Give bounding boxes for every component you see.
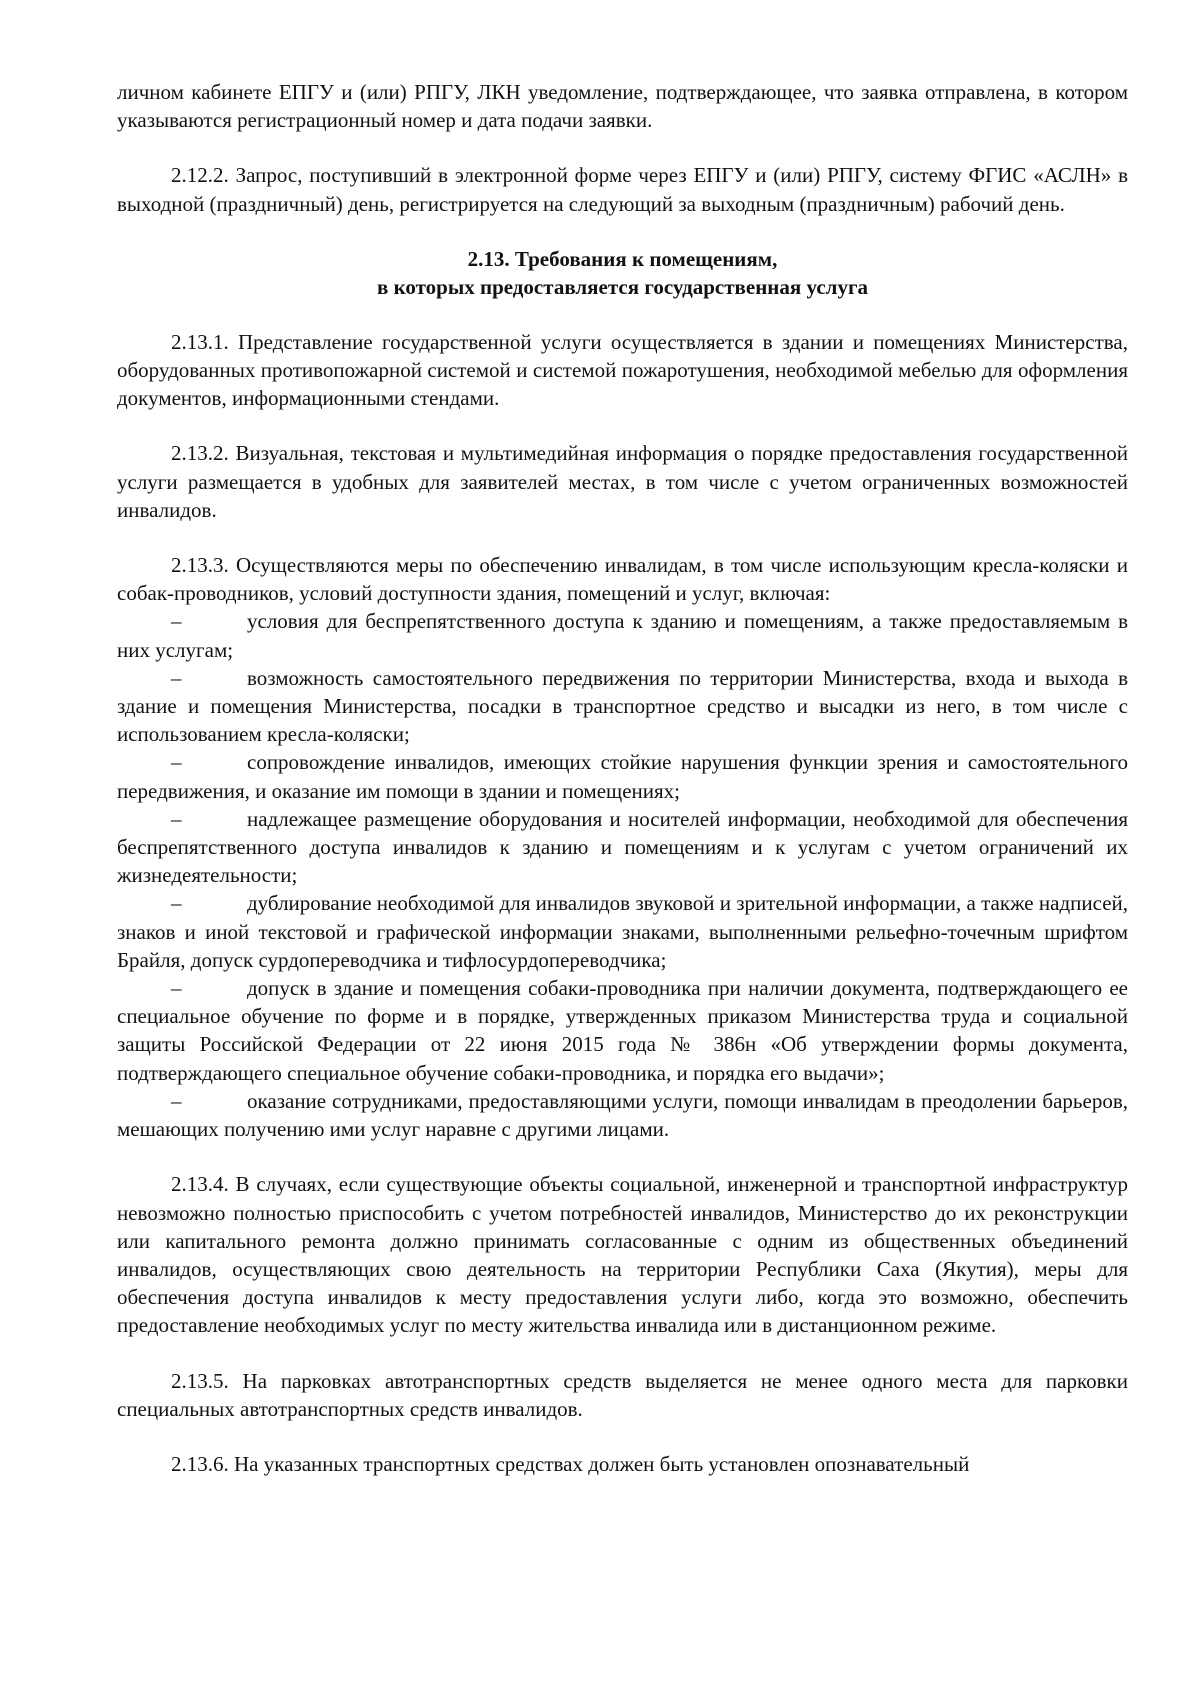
list-item-text: дублирование необходимой для инвалидов звуковой и зрительной информации, а также надписей, знаков и иной текстовой и графической информации знаками, выполненными рельефно-точечным шрифтом Брайля, допуск сурдопереводчика и тифлосурдопереводчика;	[117, 891, 1128, 972]
list-item	[117, 974, 1128, 1087]
list-item-text: надлежащее размещение оборудования и носителей информации, необходимой для обеспечения беспрепятственного доступа инвалидов к зданию и помещениям и к услугам с учетом ограничений их жизнедеятельности;	[117, 806, 1128, 888]
dash-marker: –	[171, 891, 182, 916]
list-item	[117, 607, 1128, 663]
list-item-text: возможность самостоятельного передвижения по территории Министерства, входа и выхода в здание и помещения Министерства, посадки в транспортное средство и высадки из него, в том числе с использованием кресла-коляски;	[117, 665, 1128, 747]
list-item-text: оказание сотрудниками, предоставляющими услуги, помощи инвалидам в преодолении барьеров, мешающих получению ими услуг наравне с другими лицами.	[117, 1088, 1128, 1142]
paragraph-2-13-1: 2.13.1. Представление государственной услуги осуществляется в здании и помещениях Министерства, оборудованных противопожарной системой и системой пожаротушения, необходимой мебелью для оформления документов, информационными стендами.	[117, 329, 1128, 411]
section-heading-2-13	[117, 245, 1128, 301]
paragraph-2-13-2: 2.13.2. Визуальная, текстовая и мультимедийная информация о порядке предоставления государственной услуги размещается в удобных для заявителей местах, в том числе с учетом ограниченных возможностей инвалидов.	[117, 441, 1128, 522]
list-item	[117, 805, 1128, 890]
accessibility-measures-list	[117, 607, 1128, 1143]
paragraph-2-13-3: 2.13.3. Осуществляются меры по обеспечению инвалидам, в том числе использующим кресла-коляски и собак-проводников, условий доступности здания, помещений и услуг, включая:	[117, 553, 1128, 606]
list-item-text: сопровождение инвалидов, имеющих стойкие нарушения функции зрения и самостоятельного передвижения, и оказание им помощи в здании и помещениях;	[117, 750, 1128, 803]
dash-marker: –	[171, 665, 182, 690]
section-heading-line-2: в которых предоставляется государственная услуга	[376, 274, 868, 299]
list-item	[117, 748, 1128, 804]
list-item-text: допуск в здание и помещения собаки-проводника при наличии документа, подтверждающего ее специальное обучение по форме и в порядке, утвержденных приказом Министерства труда и социальной защиты Российской Федерации от 22 июня 2015 года № 386н «Об утверждении формы документа, подтверждающего специальное обучение собаки-проводника, и порядка его выдачи»;	[117, 976, 1128, 1085]
dash-marker: –	[171, 1088, 182, 1113]
dash-marker: –	[171, 750, 182, 775]
paragraph-2-13-4: 2.13.4. В случаях, если существующие объекты социальной, инженерной и транспортной инфраструктур невозможно полностью приспособить с учетом потребностей инвалидов, Министерство до их реконструкции или капитального ремонта должно принимать согласованные с одним из общественных объединений инвалидов, осуществляющих свою деятельность на территории Республики Саха (Якутия), меры для обеспечения доступа инвалидов к месту предоставления услуги либо, когда это возможно, обеспечить предоставление необходимых услуг по месту жительства инвалида или в дистанционном режиме.	[117, 1172, 1128, 1338]
paragraph-2-13-5: 2.13.5. На парковках автотранспортных средств выделяется не менее одного места для парковки специальных автотранспортных средств инвалидов.	[117, 1368, 1128, 1421]
paragraph-intro-continuation: личном кабинете ЕПГУ и (или) РПГУ, ЛКН уведомление, подтверждающее, что заявка отправлена, в котором указываются регистрационный номер и дата подачи заявки.	[117, 80, 1128, 133]
section-heading-line-1: 2.13. Требования к помещениям,	[467, 246, 778, 271]
paragraph-2-12-2: 2.12.2. Запрос, поступивший в электронной форме через ЕПГУ и (или) РПГУ, систему ФГИС «АСЛН» в выходной (праздничный) день, регистрируется на следующий за выходным (праздничным) рабочий день.	[117, 163, 1128, 216]
dash-marker: –	[171, 609, 182, 634]
dash-marker: –	[171, 976, 182, 1001]
list-item	[117, 664, 1128, 749]
dash-marker: –	[171, 806, 182, 831]
list-item-text: условия для беспрепятственного доступа к зданию и помещениям, а также предоставляемым в них услугам;	[117, 609, 1128, 662]
list-item	[117, 889, 1128, 974]
list-item	[117, 1087, 1128, 1143]
paragraph-2-13-6: 2.13.6. На указанных транспортных средствах должен быть установлен опознавательный	[171, 1451, 970, 1476]
